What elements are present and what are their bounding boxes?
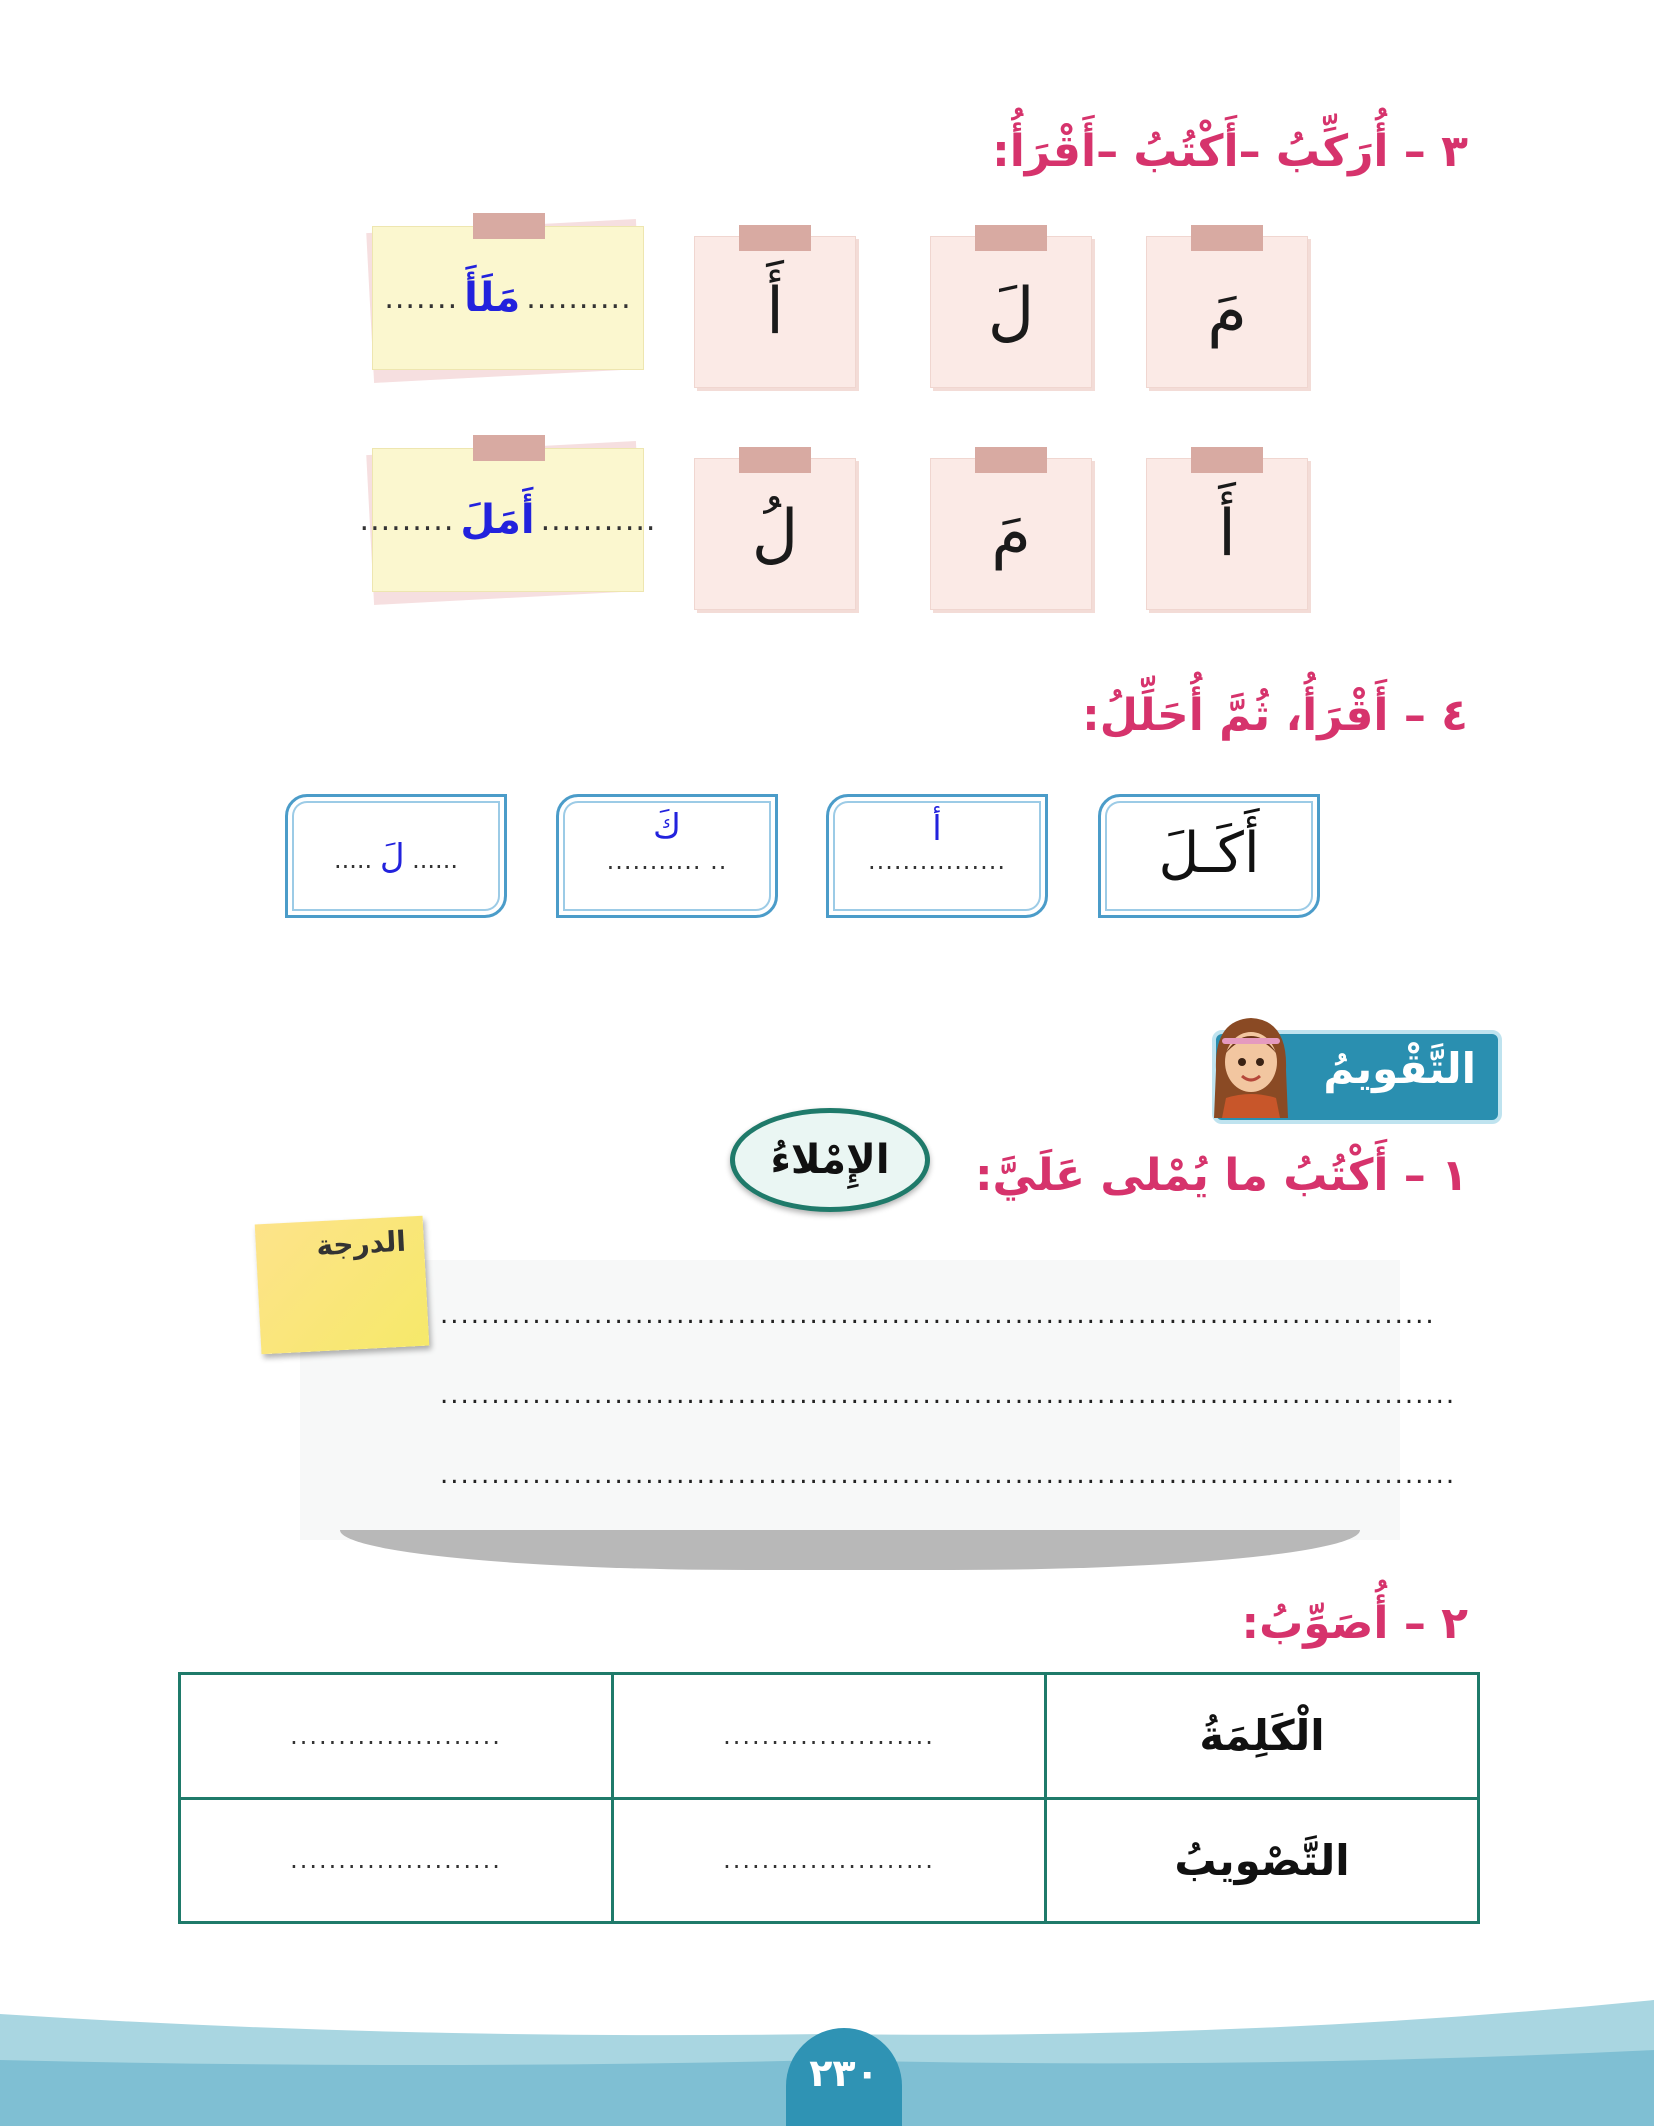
analysis-box[interactable] [556, 794, 778, 918]
table-cell[interactable]: ...................... [180, 1798, 613, 1923]
analysis-box[interactable] [285, 794, 507, 918]
letter-card [694, 236, 856, 388]
grade-note [255, 1216, 430, 1355]
correction-table [178, 1672, 1480, 1924]
analysis-row [288, 837, 504, 877]
dots: ........... [540, 502, 657, 538]
dots: ..... [334, 846, 373, 874]
grade-label: الدرجة [315, 1224, 407, 1263]
card-letter: أَ [766, 275, 784, 349]
page-number: ٢٣٠ [786, 2028, 902, 2126]
tape-decoration [975, 225, 1047, 251]
dots: ...... [412, 846, 458, 874]
table-cell[interactable]: ...................... [180, 1674, 613, 1799]
answer-note[interactable] [372, 226, 644, 370]
paper-curl-decoration [340, 1530, 1360, 1570]
dots: ........... .. [606, 847, 728, 875]
card-letter: مَ [1207, 275, 1247, 349]
card-letter: أَ [1218, 497, 1236, 571]
dictation-heading: ١ – أَكْتُبُ ما يُمْلى عَلَيَّ: [974, 1150, 1468, 1201]
answer-word: أَمَلَ [460, 497, 535, 543]
correction-heading: ٢ – أُصَوِّبُ: [1241, 1598, 1468, 1649]
card-letter: مَ [991, 497, 1031, 571]
table-row [180, 1798, 1479, 1923]
assessment-badge [1212, 1030, 1502, 1124]
section3-heading: ٣ – أُرَكِّبُ –أَكْتُبُ –أَقْرَأُ: [992, 126, 1468, 177]
dictation-line[interactable]: ................................................................................................... [440, 1380, 1457, 1410]
tape-decoration [739, 447, 811, 473]
word-label: الْكَلِمَةُ [1046, 1674, 1479, 1799]
dictation-line[interactable]: ................................................................................................... [440, 1460, 1457, 1490]
dots: .......... [526, 280, 632, 316]
dots: ................ [867, 847, 1007, 875]
imla-label: الإِمْلاءُ [730, 1108, 930, 1212]
section4-heading: ٤ – أَقْرَأُ، ثُمَّ أُحَلِّلُ: [1082, 690, 1468, 741]
tape-decoration [473, 213, 545, 239]
analysis-letter: كَ [652, 807, 682, 847]
answer-note[interactable] [359, 448, 657, 592]
card-letter: لُ [751, 497, 799, 571]
letter-card [694, 458, 856, 610]
letter-card [1146, 458, 1308, 610]
correction-label: التَّصْويبُ [1046, 1798, 1479, 1923]
dictation-line[interactable]: ................................................................................................. [440, 1300, 1436, 1330]
tape-decoration [1191, 447, 1263, 473]
dots: ......... [359, 502, 455, 538]
tape-decoration [739, 225, 811, 251]
analysis-letter: أ [932, 809, 942, 849]
dots: ....... [384, 280, 459, 316]
badge-title: التَّقْويمُ [1323, 1044, 1476, 1093]
card-letter: لَ [987, 275, 1035, 349]
answer-word: مَلَأَ [464, 275, 521, 321]
analysis-box[interactable] [826, 794, 1048, 918]
table-cell[interactable]: ...................... [613, 1674, 1046, 1799]
tape-decoration [975, 447, 1047, 473]
letter-card [930, 458, 1092, 610]
analysis-word: أَكَـلَ [1158, 821, 1260, 886]
table-row [180, 1674, 1479, 1799]
table-cell[interactable]: ...................... [613, 1798, 1046, 1923]
girl-avatar-icon [1206, 1010, 1296, 1120]
letter-card [930, 236, 1092, 388]
letter-card [1146, 236, 1308, 388]
analysis-word-box [1098, 794, 1320, 918]
tape-decoration [1191, 225, 1263, 251]
analysis-letter: لَ [379, 837, 405, 877]
tape-decoration [473, 435, 545, 461]
